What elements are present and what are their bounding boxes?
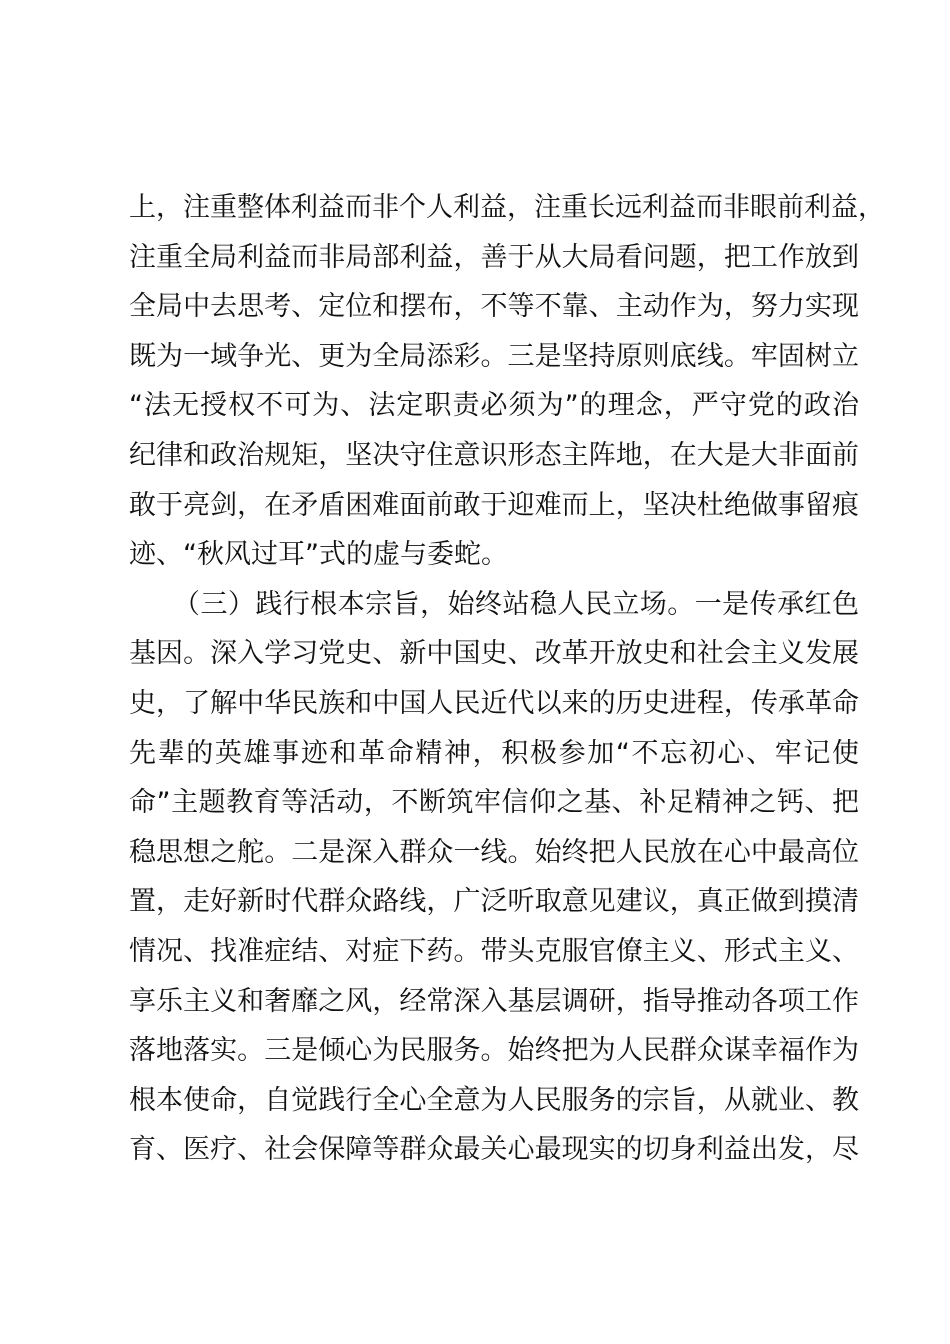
paragraph-2-line: 先辈的英雄事迹和革命精神，积极参加“不忘初心、牢记使 [129,737,859,769]
paragraph-2-line: 置，走好新时代群众路线，广泛听取意见建议，真正做到摸清 [129,886,859,918]
paragraph-1-line: 上，注重整体利益而非个人利益，注重长远利益而非眼前利益， [129,192,885,223]
paragraph-2-line: 稳思想之舵。二是深入群众一线。始终把人民放在心中最高位 [129,836,859,868]
paragraph-2-line: （三）践行根本宗旨，始终站稳人民立场。一是传承红色 [173,588,859,620]
paragraph-1-line: 注重全局利益而非局部利益，善于从大局看问题，把工作放到 [129,241,859,273]
paragraph-2-line: 命”主题教育等活动，不断筑牢信仰之基、补足精神之钙、把 [129,787,859,819]
paragraph-1-line: 纪律和政治规矩，坚决守住意识形态主阵地，在大是大非面前 [129,439,859,471]
paragraph-2-line: 落地落实。三是倾心为民服务。始终把为人民群众谋幸福作为 [129,1035,859,1067]
document-body [129,183,885,1175]
paragraph-1-line: 迹、“秋风过耳”式的虚与委蛇。 [129,539,508,571]
paragraph-2-line: 史，了解中华民族和中国人民近代以来的历史进程，传承革命 [129,687,859,719]
paragraph-2-line: 享乐主义和奢靡之风，经常深入基层调研，指导推动各项工作 [129,985,859,1017]
paragraph-2-line: 基因。深入学习党史、新中国史、改革开放史和社会主义发展 [129,638,859,670]
paragraph-2-line: 根本使命，自觉践行全心全意为人民服务的宗旨，从就业、教 [129,1084,859,1116]
paragraph-1-line: 全局中去思考、定位和摆布，不等不靠、主动作为，努力实现 [129,291,859,323]
paragraph-2-line: 情况、找准症结、对症下药。带头克服官僚主义、形式主义、 [129,935,859,967]
paragraph-1-line: 既为一域争光、更为全局添彩。三是坚持原则底线。牢固树立 [129,340,859,372]
paragraph-1-line: 敢于亮剑，在矛盾困难面前敢于迎难而上，坚决杜绝做事留痕 [129,489,859,521]
paragraph-1-line: “法无授权不可为、法定职责必须为”的理念，严守党的政治 [129,390,859,422]
paragraph-2-line: 育、医疗、社会保障等群众最关心最现实的切身利益出发，尽 [129,1134,859,1166]
